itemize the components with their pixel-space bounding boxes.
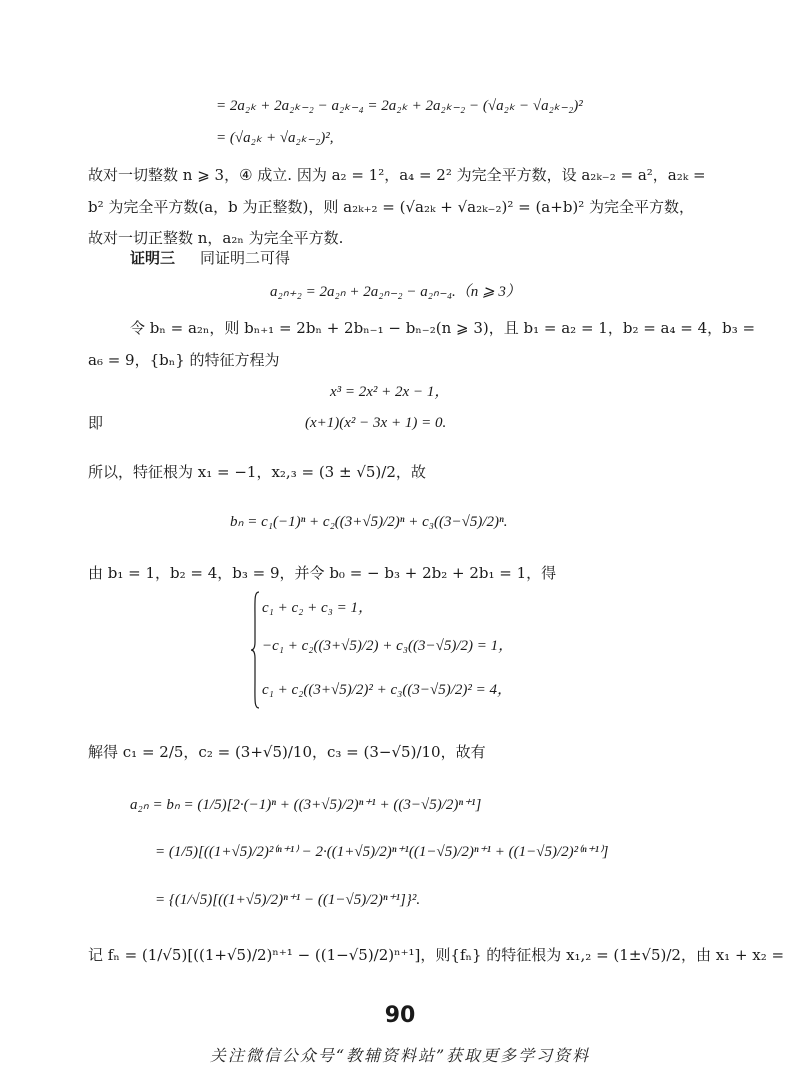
equation-line: a₂ₙ = bₙ = (1/5)[2·(−1)ⁿ + ((3+√5)/2)ⁿ⁺¹ + ((3−√5)/2)ⁿ⁺¹]	[130, 797, 482, 813]
paragraph-line: a₆ = 9，{bₙ} 的特征方程为	[88, 351, 280, 369]
paragraph-line: 同证明二可得	[200, 249, 291, 267]
page-number: 90	[384, 1003, 416, 1028]
paragraph-line: 解得 c₁ = 2/5，c₂ = (3+√5)/10，c₃ = (3−√5)/10，故有	[88, 743, 486, 761]
proof-heading: 证明三	[130, 249, 176, 267]
system-equation-3: c₁ + c₂((3+√5)/2)² + c₃((3−√5)/2)² = 4，	[262, 682, 512, 698]
paragraph-line: b² 为完全平方数(a，b 为正整数)，则 a₂ₖ₊₂ = (√a₂ₖ + √a₂ₖ₋₂)² = (a+b)² 为完全平方数，	[88, 198, 695, 216]
footer-note: 关注微信公众号“教辅资料站”获取更多学习资料	[209, 1046, 591, 1065]
left-brace-icon	[250, 590, 260, 710]
paragraph-line: 所以，特征根为 x₁ = −1，x₂,₃ = (3 ± √5)/2，故	[88, 463, 426, 481]
paragraph-line: 故对一切正整数 n，a₂ₙ 为完全平方数.	[88, 229, 344, 247]
paragraph-line: 由 b₁ = 1，b₂ = 4，b₃ = 9，并令 b₀ = − b₃ + 2b₂ + 2b₁ = 1，得	[88, 564, 557, 582]
equation-line: (x+1)(x² − 3x + 1) = 0.	[305, 415, 447, 431]
equation-line: bₙ = c₁(−1)ⁿ + c₂((3+√5)/2)ⁿ + c₃((3−√5)/2)ⁿ.	[230, 514, 508, 530]
equation-line: x³ = 2x² + 2x − 1，	[330, 384, 450, 400]
equation-line-1: = 2a₂ₖ + 2a₂ₖ₋₂ − a₂ₖ₋₄ = 2a₂ₖ + 2a₂ₖ₋₂ − (√a₂ₖ − √a₂ₖ₋₂)²	[216, 98, 583, 114]
system-equation-2: −c₁ + c₂((3+√5)/2) + c₃((3−√5)/2) = 1，	[262, 638, 514, 654]
paragraph-line: 令 bₙ = a₂ₙ，则 bₙ₊₁ = 2bₙ + 2bₙ₋₁ − bₙ₋₂(n ⩾ 3)，且 b₁ = a₂ = 1，b₂ = a₄ = 4，b₃ =	[130, 319, 756, 337]
equation-line: = {(1/√5)[((1+√5)/2)ⁿ⁺¹ − ((1−√5)/2)ⁿ⁺¹]}².	[155, 892, 421, 908]
paragraph-line: 故对一切整数 n ⩾ 3，④ 成立. 因为 a₂ = 1²，a₄ = 2² 为完全平方数，设 a₂ₖ₋₂ = a²，a₂ₖ =	[88, 166, 706, 184]
equation-line: = (1/5)[((1+√5)/2)²⁽ⁿ⁺¹⁾ − 2·((1+√5)/2)ⁿ⁺¹((1−√5)/2)ⁿ⁺¹ + ((1−√5)/2)²⁽ⁿ⁺¹⁾]	[155, 844, 609, 860]
equation-line: a₂ₙ₊₂ = 2a₂ₙ + 2a₂ₙ₋₂ − a₂ₙ₋₄.（n ⩾ 3）	[270, 284, 521, 300]
system-equation-1: c₁ + c₂ + c₃ = 1，	[262, 600, 373, 616]
equation-line-2: = (√a₂ₖ + √a₂ₖ₋₂)²,	[216, 130, 334, 146]
paragraph-line: 记 fₙ = (1/√5)[((1+√5)/2)ⁿ⁺¹ − ((1−√5)/2)ⁿ⁺¹]，则{fₙ} 的特征根为 x₁,₂ = (1±√5)/2，由 x₁ + x₂ =	[88, 946, 785, 964]
paragraph-label: 即	[88, 414, 104, 432]
